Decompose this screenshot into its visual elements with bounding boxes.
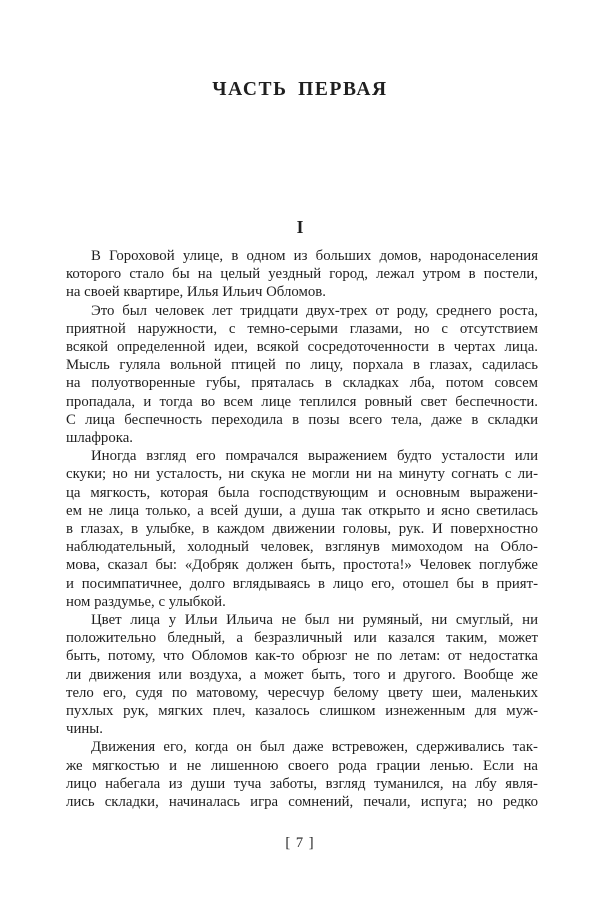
text-line: ли движения или воздуха, а может быть, того и другого. Вообще же (66, 666, 538, 683)
text-line: Движения его, когда он был даже встревожен, сдерживались так- (91, 739, 538, 756)
part-title: ЧАСТЬ ПЕРВАЯ (212, 79, 388, 100)
text-line: которого стало бы на целый уездный город, лежал утром в постели, (66, 266, 538, 283)
text-line: ном раздумье, с улыбкой. (66, 593, 226, 610)
text-line: и посимпатичнее, долго вглядываясь в лицо его, отошел бы в прият- (66, 575, 538, 592)
text-line: С лица беспечность переходила в позы всего тела, даже в складки (66, 411, 538, 428)
text-line: ем не лица только, а всей души, а душа так открыто и ясно светилась (66, 502, 538, 519)
page-number: [ 7 ] (285, 835, 315, 851)
paragraph (66, 247, 538, 302)
paragraph (66, 738, 538, 811)
text-line: лись складки, начиналась игра сомнений, печали, испуга; но редко (66, 794, 538, 811)
text-line: В Гороховой улице, в одном из больших домов, народонаселения (91, 248, 538, 264)
paragraph (66, 611, 538, 738)
text-line: же мягкостью и не лишенною своего рода грации ленью. Если на (66, 757, 538, 774)
text-line: мова, сказал бы: «Добряк должен быть, простота!» Человек поглубже (66, 557, 538, 574)
text-line: Мысль гуляла вольной птицей по лицу, порхала в глазах, садилась (66, 357, 538, 374)
text-line: Иногда взгляд его помрачался выражением будто усталости или (91, 448, 538, 465)
text-line: положительно бледный, а безразличный или казался таким, может (66, 630, 538, 647)
text-line: ца мягкость, которая была господствующим и основным выражени- (66, 484, 538, 501)
text-line: пропадала, и тогда во всем лице теплился ровный свет беспечности. (66, 393, 538, 410)
text-line: чины. (66, 721, 103, 738)
text-line: быть, потому, что Обломов как-то обрюзг не по летам: от недостатка (66, 648, 538, 665)
paragraph (66, 447, 538, 611)
text-line: на своей квартире, Илья Ильич Обломов. (66, 284, 326, 301)
text-line: пухлых рук, мягких плеч, казалось слишком изнеженным для муж- (66, 703, 538, 720)
text-line: наблюдательный, холодный человек, взглянув мимоходом на Обло- (66, 539, 538, 556)
text-line: на полуотворенные губы, пряталась в складках лба, потом совсем (66, 375, 538, 392)
body-text (66, 247, 538, 811)
text-line: скуки; но ни усталость, ни скука не могли ни на минуту согнать с ли- (66, 466, 538, 483)
text-line: всякой определенной идеи, всякой сосредоточенности в чертах лица. (66, 339, 538, 356)
text-line: в глазах, в улыбке, в каждом движении головы, рук. И поверхностно (66, 521, 538, 538)
paragraph (66, 302, 538, 448)
text-line: тело его, судя по матовому, чересчур белому цвету шеи, маленьких (66, 684, 538, 701)
text-line: Это был человек лет тридцати двух-трех от роду, среднего роста, (91, 302, 538, 319)
text-line: лицо набегала из души туча заботы, взгляд туманился, на лбу явля- (66, 775, 538, 792)
text-line: приятной наружности, с темно-серыми глазами, но с отсутствием (66, 320, 538, 337)
chapter-number: I (296, 217, 304, 237)
text-line: Цвет лица у Ильи Ильича не был ни румяный, ни смуглый, ни (91, 612, 538, 629)
text-line: шлафрока. (66, 430, 133, 447)
